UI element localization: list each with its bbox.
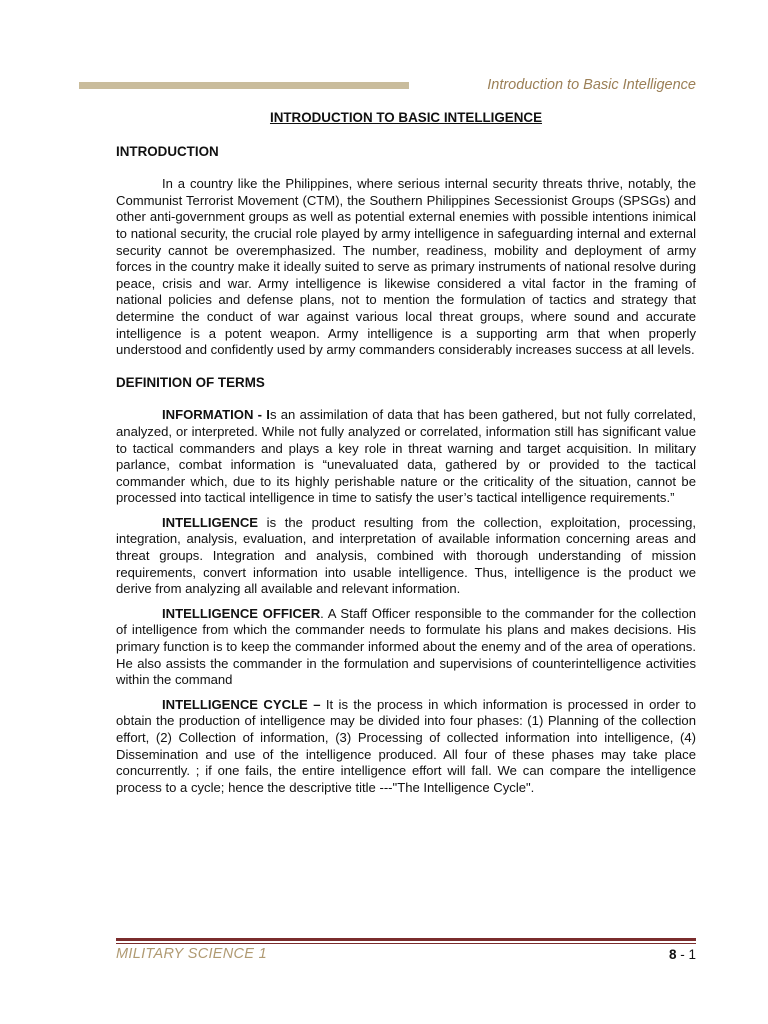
footer-page-number [669,947,696,962]
definition-term: INTELLIGENCE CYCLE – [162,696,321,712]
introduction-heading: INTRODUCTION [116,143,219,159]
definition-information [116,407,696,507]
running-header-title: Introduction to Basic Intelligence [487,77,696,93]
definition-text: It is the process in which information is processed in order to obtain the production of intelligence may be divided into four phases: (1) Planning of the collection effort, (2) Collection of information, (3) Processing of collected information into intelligence, (4) Dissemination and use of the intelligence produced. All four of these phases may take place concurrently. ; if one fails, the entire intelligence effort will fall. We can compare the intelligence process to a cycle; hence the descriptive title ---"The Intelligence Cycle". [116,696,696,795]
definition-term: INTELLIGENCE OFFICER [162,605,321,621]
footer-course-title: MILITARY SCIENCE 1 [116,946,267,962]
definition-term: INFORMATION - I [162,407,270,423]
definition-intelligence-officer [116,606,696,689]
document-title: INTRODUCTION TO BASIC INTELLIGENCE [269,110,543,125]
header-decorative-bar [79,82,409,89]
definition-text: . A Staff Officer responsible to the commander for the collection of intelligence from which the commander needs to formulate his plans and makes decisions. His primary function is to keep the commander informed about the enemy and of the area of operations. He also assists the commander in the formulation and supervisions of counterintelligence activities within the command [116,605,697,688]
footer-rule-thin [116,943,696,944]
definition-intelligence-cycle [116,697,696,797]
chapter-number: 8 [668,947,677,962]
definitions-heading: DEFINITION OF TERMS [116,374,265,390]
page-number: 1 [688,947,696,962]
definition-text: s an assimilation of data that has been gathered, but not fully correlated, analyzed, or interpreted. While not fully analyzed or correlated, information still has significant value to tactical commanders and plays a key role in threat warning and target acquisition. In military parlance, combat information is “unevaluated data, gathered by or provided to the tactical commander which, due to its highly perishable nature or the criticality of the situation, cannot be processed into tactical intelligence in time to satisfy the user’s tactical intelligence requirements.” [116,407,696,506]
definition-term: INTELLIGENCE [162,514,259,530]
footer-rule-thick [116,938,696,941]
definition-text: is the product resulting from the collection, exploitation, processing, integration, analysis, evaluation, and interpretation of available information concerning areas and threat groups. Integration and analysis, combined with thorough understanding of mission requirements, convert information into usable intelligence. Thus, intelligence is the product we derive from analyzing all available and relevant information. [116,514,696,597]
introduction-paragraph: In a country like the Philippines, where serious internal security threats thrive, notably, the Communist Terrorist Movement (CTM), the Southern Philippines Secessionist Groups (SPSGs) and other anti-government groups as well as potential external enemies with possible intentions inimical to national security, the crucial role played by army intelligence in safeguarding internal and external security cannot be overemphasized. The number, readiness, mobility and deployment of army forces in the country make it ideally suited to serve as primary instruments of national resolve during peace, crisis and war. Army intelligence is likewise considered a vital factor in the framing of national policies and defense plans, not to mention the formulation of tactics and strategy that determine the conduct of war against various local threat groups, where sound and accurate intelligence is a potent weapon. Army intelligence is a supporting arm that when properly understood and confidently used by army commanders considerably increases success at all levels. [116,176,696,358]
page-content [116,110,696,804]
definition-intelligence [116,515,696,598]
page-separator: - [676,947,689,962]
